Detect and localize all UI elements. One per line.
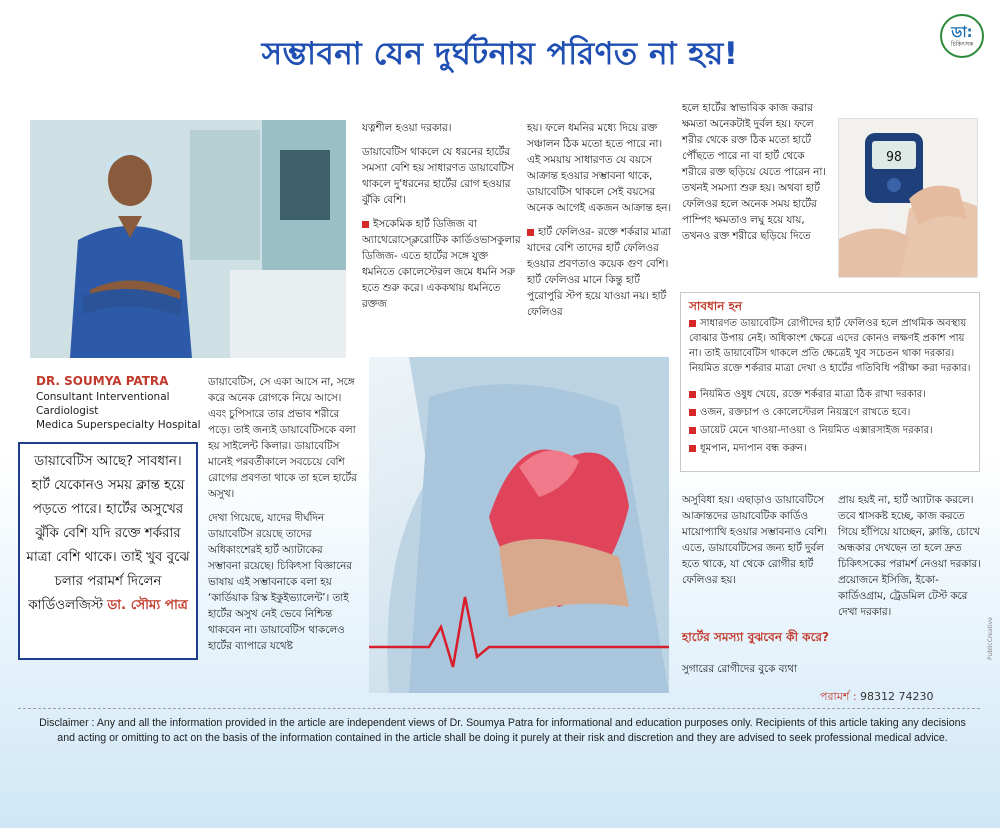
separator <box>18 708 980 709</box>
doctor-title-line: Consultant Interventional <box>36 391 170 403</box>
logo-subtitle: চিকিৎসক <box>950 40 974 48</box>
contact-label: পরামর্শ : <box>820 690 857 703</box>
glucose-meter-photo <box>838 118 978 278</box>
heart-illustration <box>369 357 669 693</box>
article-paragraph: হয়। ফলে ধমনির মধ্যে দিয়ে রক্ত সঞ্চালন ঠিক মতো হতে পারে না। এই সময়ায় সাধারণত যে বয়সে আক্রান্ত হওয়ার সম্ভাবনা থাকে, ডায়াবেটিস থাকলে সেই বয়সের অনেক আগেই একজন আক্রান্ত হন। <box>527 122 672 214</box>
bullet-square-icon <box>689 427 696 434</box>
warning-item-text: নিয়মিত ওষুধ খেয়ে, রক্তে শর্করার মাত্রা ঠিক রাখা দরকার। <box>700 389 926 400</box>
article-column-5 <box>682 492 834 596</box>
article-paragraph: ডায়াবেটিস থাকলে যে ধরনের হার্টের সমস্যা বেশি হয় সাধারণত ডায়াবেটিস থাকলে দু'ধরনের হার্টের রোগ হওয়ার ঝুঁকি বেশি। <box>362 146 514 206</box>
bullet-square-icon <box>689 445 696 452</box>
section-subheading: হার্টের সমস্যা বুঝবেন কী করে? <box>682 630 829 644</box>
doctor-title-line: Cardiologist <box>36 405 99 417</box>
warning-item <box>689 441 971 456</box>
callout-box <box>18 442 198 660</box>
warning-item-text: ওজন, রক্তচাপ ও কোলেস্টেরল নিয়ন্ত্রণে রাখতে হবে। <box>700 407 911 418</box>
article-paragraph: অসুবিধা হয়। এছাড়াও ডায়াবেটিসে আক্রান্তদের ডায়াবেটিক কার্ডিও মায়োপ্যাথি হওয়ার সম্ভাবনাও বেশি। এতে, ডায়াবেটিসের জন্য হার্ট দুর্বল হতে থাকে, যা থেকে রোগীর হার্ট ফেলিওর হয়। <box>682 494 827 586</box>
warning-item <box>689 405 971 420</box>
article-paragraph: প্রায় হয়ই না, হার্ট অ্যাটাক করলে। তবে শ্বাসকষ্ট হচ্ছে, কাজ করতে গিয়ে হাঁপিয়ে যাচ্ছেন, ক্লান্তি, চোখে অন্ধকার দেখছেন তা হলে দ্রুত চিকিৎসকের পরামর্শ নেওয়া দরকার। প্রয়োজনে ইসিজি, ইকো-কার্ডিওগ্রাম, ট্রেডমিল টেস্ট করে দেখা দরকার। <box>838 494 981 618</box>
bullet-square-icon <box>689 320 696 327</box>
doctor-name: DR. SOUMYA PATRA <box>36 374 169 388</box>
article-column-4 <box>682 100 832 252</box>
bullet-square-icon <box>689 391 696 398</box>
agency-credit: PublicCreative <box>987 617 994 660</box>
bullet-text: হার্ট ফেলিওর- রক্তে শর্করার মাত্রা যাদের বেশি তাদের হার্ট ফেলিওর হওয়ার প্রবণতাও কয়েক গুণ বেশি। হার্ট ফেলিওর মানে কিন্তু হার্ট পুরোপুরি স্টপ হয়ে যাওয়া নয়। হার্ট ফেলিওর <box>527 226 672 318</box>
article-paragraph-bullet <box>527 224 677 320</box>
doctor-photo-illustration <box>30 120 346 358</box>
warning-box <box>680 292 980 472</box>
callout-text: ডায়াবেটিস আছে? সাবধান। হার্ট যেকোনও সময় ক্লান্ত হয়ে পড়তে পারে। হার্টের অসুখের ঝুঁকি বেশি যদি রক্তে শর্করার মাত্রা বেশি থাকে। তাই খুব বুঝে চলার পরামর্শ দিলেন কার্ডিওলজিস্ট <box>26 454 190 613</box>
article-paragraph: ডায়াবেটিস, সে একা আসে না, সঙ্গে করে অনেক রোগকে নিয়ে আসে। এবং চুপিসারে তার প্রভাব শরীরে পড়ে। তাই জন্যই ডায়াবেটিসকে বলা হয় সাইলেন্ট কিলার। ডায়াবেটিস মানেই পরবর্তীকালে সবচেয়ে বেশি রোগের প্রবণতা থাকে তা হলে হার্টের অসুখ। <box>208 376 357 500</box>
warning-item-text: ডায়েট মেনে খাওয়া-দাওয়া ও নিয়মিত এক্সারসাইজ দরকার। <box>700 425 933 436</box>
article-paragraph: যত্নশীল হওয়া দরকার। <box>362 122 452 134</box>
article-paragraph: সুগারের রোগীদের বুকে ব্যথা <box>682 663 797 675</box>
bullet-square-icon <box>689 409 696 416</box>
article-column-3 <box>527 120 677 328</box>
warning-item <box>689 387 971 402</box>
glucose-meter-illustration <box>839 119 978 278</box>
doctor-title-line: Medica Superspecialty Hospital <box>36 419 201 431</box>
article-paragraph: হলে হার্টের স্বাভাবিক কাজ করার ক্ষমতা অনেকটাই দুর্বল হয়। ফলে শরীর থেকে রক্ত ঠিক মতো হার্টে পৌঁছতে পারে না বা হার্ট থেকে শরীরে রক্ত ছড়িয়ে যেতে পারেন না। তখনই সমস্যা শুরু হয়। অথবা হার্ট ফেলিওর হলে অনেক সময় হার্টের পাম্পিং ক্ষমতাও লঘু হয়ে যায়, তখনও রক্ত শরীরে ছড়িয়ে দিতে <box>682 102 826 242</box>
article-column-6 <box>838 492 983 628</box>
contact-line <box>820 688 934 707</box>
warning-item <box>689 423 971 438</box>
headline: সম্ভাবনা যেন দুর্ঘটনায় পরিণত না হয়! <box>261 36 739 72</box>
warning-item-text: ধূমপান, মদ্যপান বন্ধ করুন। <box>700 443 807 454</box>
article-paragraph-bullet <box>362 216 522 312</box>
disclaimer: Disclaimer : Any and all the information provided in the article are independent views of Dr. Soumya Patra for informational and education purposes only. Recipients of this article taking any decisions and acting or omitting to act on the basis of the information contained in the article shall be doing it purely at their risk and discretion and they are advised to seek professional medical advice. <box>39 717 966 744</box>
article-column-1 <box>208 374 358 662</box>
heart-attack-photo <box>369 357 669 693</box>
doctor-photo <box>30 120 346 358</box>
publication-logo <box>940 14 984 58</box>
meter-reading: 98 <box>886 150 902 165</box>
warning-paragraph <box>689 316 971 376</box>
bullet-square-icon <box>362 221 369 228</box>
doctor-credentials <box>36 390 216 432</box>
warning-paragraph-text: সাধারণত ডায়াবেটিস রোগীদের হার্ট ফেলিওর হলে প্রাথমিক অবস্থায় বোঝার উপায় নেই। অধিকাংশ ক্ষেত্রে এদের কোনও লক্ষণই প্রকাশ পায় না। তাই ডায়াবেটিস থাকলে প্রতি ক্ষেত্রেই খুব সচেতন থাকা দরকার। নিয়মিত রক্তে শর্করার মাত্রা দেখা ও হার্টের গতিবিধি পরীক্ষা করা দরকার। <box>689 318 971 374</box>
article-column-2 <box>362 120 522 320</box>
logo-mark: ডা: <box>951 22 973 41</box>
bullet-text: ইসকেমিক হার্ট ডিজিজ বা অ্যাথেরোস্ক্লেরোটিক কার্ডিওভাসকুলার ডিজিজ- এতে হার্টের সঙ্গে যুক্ত ধমনিতে কোলেস্টেরল জমে ধমনি সরু হতে শুরু করে। এককথায় ধমনিতে রক্তজ <box>362 218 521 310</box>
warning-title: সাবধান হন <box>689 299 743 313</box>
contact-number: 98312 74230 <box>860 690 934 703</box>
article-paragraph: দেখা গিয়েছে, যাদের দীর্ঘদিন ডায়াবেটিস রয়েছে তাদের অধিকাংশেরই হার্ট অ্যাটাকের সম্ভাবনা রয়েছে। চিকিৎসা বিজ্ঞানের ভাষায় এই সম্ভাবনাকে বলা হয় ‘কার্ডিয়াক রিস্ক ইকুইভ্যালেন্ট’। তাই হার্টের অসুখ নেই ভেবে নিশ্চিন্ত থাকবেন না। ডায়াবেটিস থাকলেও হার্টের ব্যাপারে যথেষ্ট <box>208 512 352 652</box>
bullet-square-icon <box>527 229 534 236</box>
callout-byline: ডা. সৌম্য পাত্র <box>107 598 188 613</box>
